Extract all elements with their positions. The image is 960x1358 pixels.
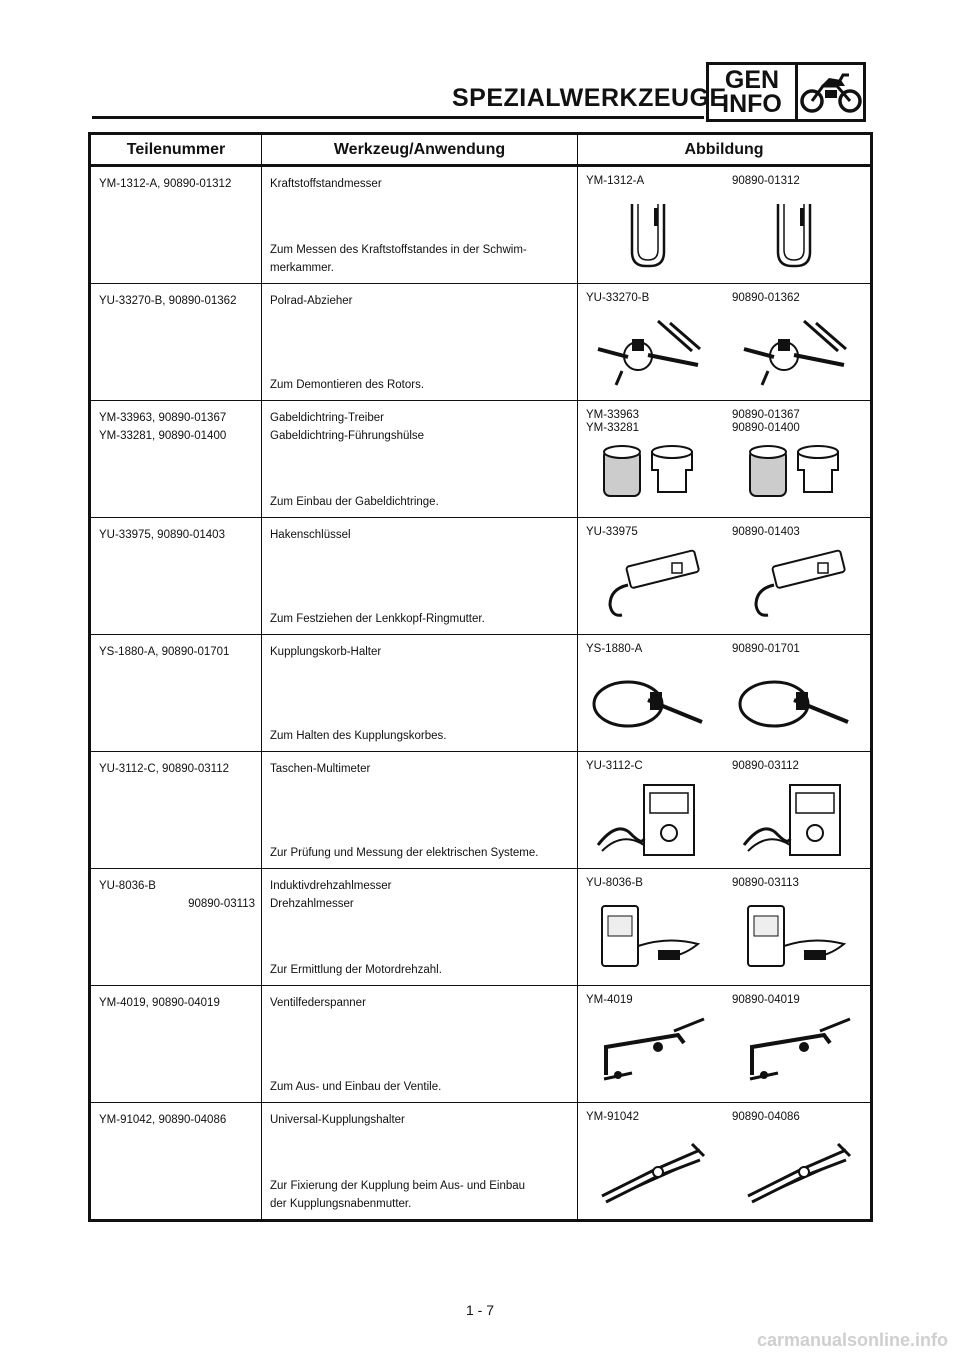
tool-cell — [262, 752, 578, 869]
tool-name: Universal-Kupplungshalter — [270, 1114, 405, 1126]
tool-cell — [262, 401, 578, 518]
usage-line: Zur Fixierung der Kupplung beim Aus- und Einbau — [270, 1180, 526, 1192]
usage-line: Zur Ermittlung der Motordrehzahl. — [270, 964, 442, 976]
part-number-cell — [90, 986, 262, 1103]
image-cell — [578, 1103, 872, 1221]
table-row — [90, 401, 872, 518]
tool-usage — [270, 1078, 571, 1096]
part-number-cell — [90, 401, 262, 518]
column-header-tool: Werkzeug/Anwendung — [262, 134, 578, 166]
image-left — [578, 635, 724, 751]
image-right — [724, 1103, 870, 1219]
tool-cell — [262, 284, 578, 401]
tachometer-icon — [588, 896, 708, 979]
part-number-cell — [90, 284, 262, 401]
tool-cell — [262, 518, 578, 635]
image-label: YS-1880-A — [586, 643, 643, 655]
tachometer-icon — [734, 896, 854, 979]
tool-cell — [262, 635, 578, 752]
image-right — [724, 752, 870, 868]
table-row — [90, 986, 872, 1103]
fork-seal-driver-icon — [734, 428, 854, 511]
image-left — [578, 284, 724, 400]
image-right — [724, 284, 870, 400]
usage-line: Zur Prüfung und Messung der elektrischen Systeme. — [270, 847, 539, 859]
part-number: YS-1880-A, 90890-01701 — [99, 646, 230, 658]
image-label: 90890-01362 — [732, 292, 800, 304]
image-cell — [578, 635, 872, 752]
image-label: YU-33270-B — [586, 292, 650, 304]
table-row — [90, 284, 872, 401]
part-number: YU-33270-B, 90890-01362 — [99, 295, 237, 307]
image-cell — [578, 401, 872, 518]
tool-name: Gabeldichtring-Führungshülse — [270, 430, 425, 442]
usage-line: Zum Festziehen der Lenkkopf-Ringmutter. — [270, 613, 485, 625]
image-label: 90890-01367 — [732, 409, 800, 421]
image-label: YM-4019 — [586, 994, 633, 1006]
part-number: YM-33963, 90890-01367 — [99, 412, 227, 424]
image-left — [578, 167, 724, 283]
tool-usage — [270, 844, 571, 862]
title-rule — [92, 116, 704, 119]
part-number: YM-4019, 90890-04019 — [99, 997, 220, 1009]
image-left — [578, 986, 724, 1102]
part-number: YU-8036-B — [99, 880, 156, 892]
tool-usage — [270, 961, 571, 979]
image-right — [724, 167, 870, 283]
tool-cell — [262, 1103, 578, 1221]
part-number-cell — [90, 518, 262, 635]
tool-name: Hakenschlüssel — [270, 529, 351, 541]
column-header-part-number: Teilenummer — [90, 134, 262, 166]
image-cell — [578, 986, 872, 1103]
part-number: YU-33975, 90890-01403 — [99, 529, 225, 541]
badge-line-1: GEN — [724, 66, 780, 94]
badge-text — [709, 65, 798, 119]
multimeter-icon — [734, 779, 854, 862]
fork-seal-driver-icon — [588, 428, 708, 511]
table-row — [90, 869, 872, 986]
tool-cell — [262, 869, 578, 986]
part-number: 90890-03113 — [188, 898, 255, 910]
usage-line: der Kupplungsnabenmutter. — [270, 1198, 412, 1210]
tool-usage — [270, 493, 571, 511]
part-number-cell — [90, 635, 262, 752]
usage-line: Zum Einbau der Gabeldichtringe. — [270, 496, 439, 508]
image-cell — [578, 752, 872, 869]
tool-name: Kraftstoffstandmesser — [270, 178, 382, 190]
tool-usage — [270, 376, 571, 394]
image-cell — [578, 166, 872, 284]
image-right — [724, 635, 870, 751]
part-number-cell — [90, 1103, 262, 1221]
image-label: YM-33963 — [586, 409, 640, 421]
part-number: YM-1312-A, 90890-01312 — [99, 178, 232, 190]
part-number: YM-91042, 90890-04086 — [99, 1114, 227, 1126]
usage-line: Zum Messen des Kraftstoffstandes in der Schwim- — [270, 244, 527, 256]
tool-cell — [262, 986, 578, 1103]
tool-name: Drehzahlmesser — [270, 898, 354, 910]
tool-name: Kupplungskorb-Halter — [270, 646, 382, 658]
tool-name: Induktivdrehzahlmesser — [270, 880, 392, 892]
part-number-cell — [90, 166, 262, 284]
clutch-holder-icon — [588, 662, 708, 745]
page-number: 1 - 7 — [465, 1302, 494, 1318]
image-label: 90890-03113 — [732, 877, 799, 889]
table-row — [90, 1103, 872, 1221]
image-label: YU-8036-B — [586, 877, 643, 889]
image-left — [578, 518, 724, 634]
usage-line: merkammer. — [270, 262, 334, 274]
hook-wrench-icon — [734, 545, 854, 628]
table-row — [90, 635, 872, 752]
image-cell — [578, 869, 872, 986]
image-label: 90890-04019 — [732, 994, 800, 1006]
usage-line: Zum Aus- und Einbau der Ventile. — [270, 1081, 442, 1093]
fuel-level-gauge-icon — [734, 194, 854, 277]
image-label: 90890-01701 — [732, 643, 800, 655]
tool-name: Polrad-Abzieher — [270, 295, 353, 307]
image-left — [578, 1103, 724, 1219]
image-right — [724, 401, 870, 517]
image-label: 90890-01312 — [732, 175, 800, 187]
image-cell — [578, 518, 872, 635]
flywheel-puller-icon — [734, 311, 854, 394]
column-header-image: Abbildung — [578, 134, 872, 166]
part-number-cell — [90, 869, 262, 986]
universal-clutch-holder-icon — [588, 1130, 708, 1213]
image-label: 90890-01403 — [732, 526, 800, 538]
valve-spring-compressor-icon — [588, 1013, 708, 1096]
clutch-holder-icon — [734, 662, 854, 745]
image-label: 90890-04086 — [732, 1111, 800, 1123]
image-label: 90890-03112 — [732, 760, 799, 772]
usage-line: Zum Halten des Kupplungskorbes. — [270, 730, 447, 742]
tool-usage — [270, 1177, 571, 1213]
motorcycle-icon — [798, 65, 863, 119]
tool-name: Ventilfederspanner — [270, 997, 366, 1009]
image-label: 90890-01400 — [732, 422, 800, 434]
special-tools-table — [88, 132, 873, 1222]
image-label: YM-1312-A — [586, 175, 645, 187]
valve-spring-compressor-icon — [734, 1013, 854, 1096]
tool-usage — [270, 241, 571, 277]
part-number: YU-3112-C, 90890-03112 — [99, 763, 229, 775]
section-badge — [706, 62, 866, 122]
image-cell — [578, 284, 872, 401]
image-right — [724, 869, 870, 985]
table-row — [90, 166, 872, 284]
table-row — [90, 518, 872, 635]
watermark-text: carmanualsonline.info — [756, 1330, 948, 1350]
image-label: YU-33975 — [586, 526, 638, 538]
image-left — [578, 401, 724, 517]
table-row — [90, 752, 872, 869]
part-number: YM-33281, 90890-01400 — [99, 430, 227, 442]
image-right — [724, 518, 870, 634]
universal-clutch-holder-icon — [734, 1130, 854, 1213]
image-label: YM-91042 — [586, 1111, 640, 1123]
flywheel-puller-icon — [588, 311, 708, 394]
part-number-cell — [90, 752, 262, 869]
tool-usage — [270, 610, 571, 628]
tool-name: Gabeldichtring-Treiber — [270, 412, 384, 424]
tool-cell — [262, 166, 578, 284]
image-right — [724, 986, 870, 1102]
image-left — [578, 752, 724, 868]
usage-line: Zum Demontieren des Rotors. — [270, 379, 425, 391]
tool-usage — [270, 727, 571, 745]
multimeter-icon — [588, 779, 708, 862]
image-left — [578, 869, 724, 985]
tool-name: Taschen-Multimeter — [270, 763, 371, 775]
fuel-level-gauge-icon — [588, 194, 708, 277]
hook-wrench-icon — [588, 545, 708, 628]
image-label: YM-33281 — [586, 422, 640, 434]
image-label: YU-3112-C — [586, 760, 643, 772]
badge-line-2: INFO — [722, 90, 782, 118]
page-title: SPEZIALWERKZEUGE — [452, 84, 727, 112]
